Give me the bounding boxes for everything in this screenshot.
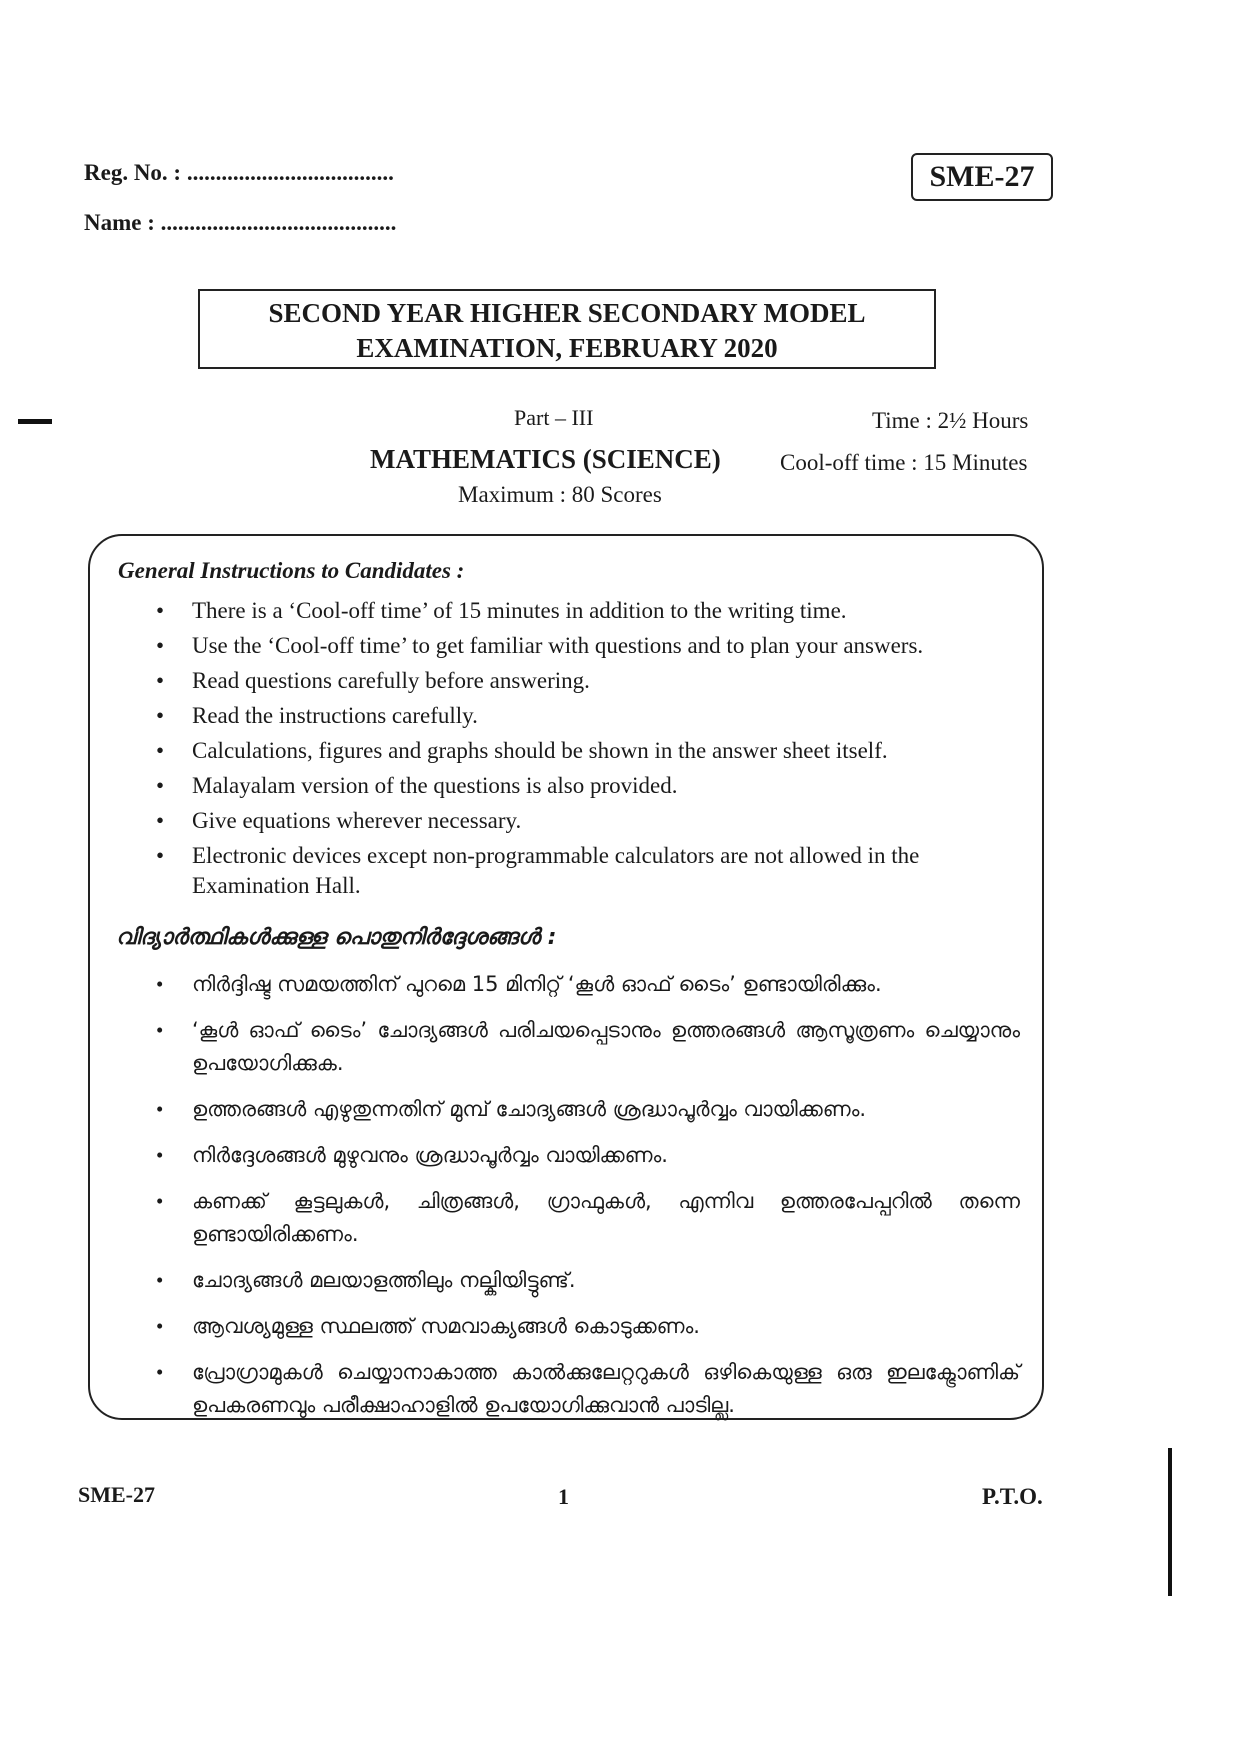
bullet-icon: • bbox=[156, 1018, 164, 1042]
bullet-icon: • bbox=[156, 1097, 164, 1121]
exam-subject: MATHEMATICS (SCIENCE) bbox=[370, 444, 721, 474]
list-item: • Use the ‘Cool-off time’ to get familiar with questions and to plan your answers. bbox=[150, 631, 1010, 661]
list-item: • ഉത്തരങ്ങൾ എഴുതുന്നതിന് മുമ്പ് ചോദ്യങ്ങൾ ശ്രദ്ധാപൂർവ്വം വായിക്കണം. bbox=[150, 1093, 1020, 1126]
list-item: • ചോദ്യങ്ങൾ മലയാളത്തിലും നല്കിയിട്ടുണ്ട്. bbox=[150, 1264, 1020, 1297]
list-item: • Malayalam version of the questions is also provided. bbox=[150, 771, 1010, 801]
exam-title-line2: EXAMINATION, FEBRUARY 2020 bbox=[356, 333, 778, 363]
list-item: • ആവശ്യമുള്ള സ്ഥലത്ത് സമവാക്യങ്ങൾ കൊടുക്കണം. bbox=[150, 1310, 1020, 1343]
reg-no-field: Reg. No. : .................................... bbox=[84, 160, 394, 185]
exam-title-line1: SECOND YEAR HIGHER SECONDARY MODEL bbox=[268, 298, 866, 328]
bullet-icon: • bbox=[156, 703, 165, 728]
bullet-icon: • bbox=[156, 1189, 164, 1213]
bullet-icon: • bbox=[156, 1268, 164, 1292]
english-instructions-heading: General Instructions to Candidates : bbox=[118, 558, 465, 583]
exam-time: Time : 2½ Hours bbox=[872, 408, 1029, 433]
footer-paper-code: SME-27 bbox=[78, 1482, 155, 1507]
list-item: • Read questions carefully before answering. bbox=[150, 666, 1010, 696]
bullet-icon: • bbox=[156, 843, 165, 868]
list-item: • പ്രോഗ്രാമുകൾ ചെയ്യാനാകാത്ത കാൽക്കുലേറ്ററുകൾ ഒഴികെയുള്ള ഒരു ഇലക്ട്രോണിക് ഉപകരണവും പരീക്ഷാഹാളിൽ ഉപയോഗിക്കുവാൻ പാടില്ല. bbox=[150, 1356, 1020, 1422]
margin-mark bbox=[18, 419, 52, 424]
list-item: • Electronic devices except non-programmable calculators are not allowed in the Examination Hall. bbox=[156, 843, 920, 898]
list-item: • നിർദ്ദേശങ്ങൾ മുഴുവനും ശ്രദ്ധാപൂർവ്വം വായിക്കണം. bbox=[150, 1139, 1020, 1172]
bullet-icon: • bbox=[156, 1143, 164, 1167]
list-item: • Calculations, figures and graphs should be shown in the answer sheet itself. bbox=[150, 736, 1010, 766]
malayalam-instructions-heading: വിദ്യാർത്ഥികൾക്കുള്ള പൊതുനിർദ്ദേശങ്ങൾ : bbox=[116, 925, 557, 950]
bullet-icon: • bbox=[156, 668, 165, 693]
paper-code-badge: SME-27 bbox=[911, 153, 1053, 201]
exam-maximum-score: Maximum : 80 Scores bbox=[458, 482, 662, 507]
exam-title-box bbox=[198, 289, 936, 369]
bullet-icon: • bbox=[156, 972, 164, 996]
list-item: • Read the instructions carefully. bbox=[150, 701, 1010, 731]
bullet-icon: • bbox=[156, 598, 165, 623]
footer-page-number: 1 bbox=[558, 1484, 569, 1509]
list-item: • ‘കൂൾ ഓഫ് ടൈം’ ചോദ്യങ്ങൾ പരിചയപ്പെടാനും ഉത്തരങ്ങൾ ആസൂത്രണം ചെയ്യാനും ഉപയോഗിക്കുക. bbox=[150, 1014, 1020, 1080]
bullet-icon: • bbox=[156, 808, 165, 833]
bullet-icon: • bbox=[156, 633, 165, 658]
scan-edge-mark bbox=[1168, 1448, 1172, 1596]
bullet-icon: • bbox=[156, 1314, 164, 1338]
bullet-icon: • bbox=[156, 738, 165, 763]
name-field: Name : ......................................... bbox=[84, 210, 397, 235]
list-item: • കണക്ക് കൂട്ടലുകൾ, ചിത്രങ്ങൾ, ഗ്രാഫുകൾ, എന്നിവ ഉത്തരപേപ്പറിൽ തന്നെ ഉണ്ടായിരിക്കണം. bbox=[150, 1185, 1020, 1251]
bullet-icon: • bbox=[156, 773, 165, 798]
bullet-icon: • bbox=[156, 1360, 164, 1384]
malayalam-instructions-list bbox=[150, 968, 1020, 1435]
exam-cooloff-time: Cool-off time : 15 Minutes bbox=[780, 450, 1028, 475]
footer-pto: P.T.O. bbox=[982, 1484, 1043, 1509]
list-item: • Give equations wherever necessary. bbox=[150, 806, 1010, 836]
list-item: • നിർദ്ദിഷ്ട സമയത്തിന് പുറമെ 15 മിനിറ്റ് ‘കൂൾ ഓഫ് ടൈം’ ഉണ്ടായിരിക്കും. bbox=[150, 968, 1020, 1001]
exam-part: Part – III bbox=[514, 405, 594, 430]
list-item: • There is a ‘Cool-off time’ of 15 minutes in addition to the writing time. bbox=[150, 596, 1010, 626]
english-instructions-list bbox=[150, 596, 1010, 906]
